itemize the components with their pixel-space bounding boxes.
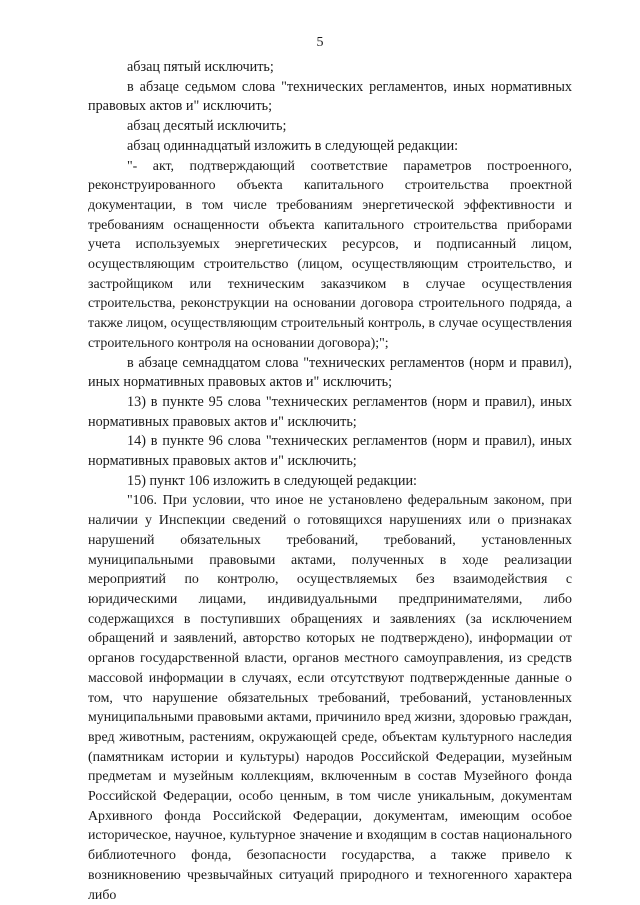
paragraph: абзац десятый исключить;	[127, 118, 287, 135]
paragraph: в абзаце седьмом слова "технических регламентов, иных нормативных правовых актов и" исключить;	[88, 78, 572, 115]
paragraph: "- акт, подтверждающий соответствие параметров построенного, реконструированного объекта капитального строительства проектной документации, в том числе требованиям энергетической эффективности и требованиям оснащенности объекта капитального строительства приборами учета используемых энергетических ресурсов, и подписанный лицом, осуществляющим строительство (лицом, осуществляющим строительство, и застройщиком или техническим заказчиком в случае осуществления строительства, реконструкции на основании договора строительного подряда, а также лицом, осуществляющим строительный контроль, в случае осуществления строительного контроля на основании договора);";	[88, 158, 572, 351]
paragraph: 15) пункт 106 изложить в следующей редакции:	[127, 472, 417, 489]
paragraph: 14) в пункте 96 слова "технических регламентов (норм и правил), иных нормативных правовых актов и" исключить;	[88, 433, 572, 470]
document-body	[88, 58, 572, 905]
paragraph: 13) в пункте 95 слова "технических регламентов (норм и правил), иных нормативных правовых актов и" исключить;	[88, 393, 572, 430]
page-number: 5	[316, 35, 324, 50]
paragraph: в абзаце семнадцатом слова "технических регламентов (норм и правил), иных нормативных правовых актов и" исключить;	[88, 354, 572, 391]
paragraph: абзац одиннадцатый изложить в следующей редакции:	[127, 137, 459, 154]
paragraph: абзац пятый исключить;	[127, 59, 274, 75]
paragraph: "106. При условии, что иное не установлено федеральным законом, при наличии у Инспекции сведений о готовящихся нарушениях или о признаках нарушений обязательных требований, требований, установленных муниципальными правовыми актами, полученных в ходе реализации мероприятий по контролю, осуществляемых без взаимодействия с юридическими лицами, индивидуальными предпринимателями, либо содержащихся в поступивших обращениях и заявлениях (за исключением обращений и заявлений, авторство которых не подтверждено), информации от органов государственной власти, органов местного самоуправления, из средств массовой информации в случаях, если отсутствуют подтвержденные данные о том, что нарушение обязательных требований, требований, установленных муниципальными правовыми актами, причинило вред жизни, здоровью граждан, вред животным, растениям, окружающей среде, объектам культурного наследия (памятникам истории и культуры) народов Российской Федерации, музейным предметам и музейным коллекциям, включенным в состав Музейного фонда Российской Федерации, особо ценным, в том числе уникальным, документам Архивного фонда Российской Федерации, документам, имеющим особое историческое, научное, культурное значение и входящим в состав национального библиотечного фонда, безопасности государства, а также привело к возникновению чрезвычайных ситуаций природного и техногенного характера либо	[88, 493, 572, 903]
